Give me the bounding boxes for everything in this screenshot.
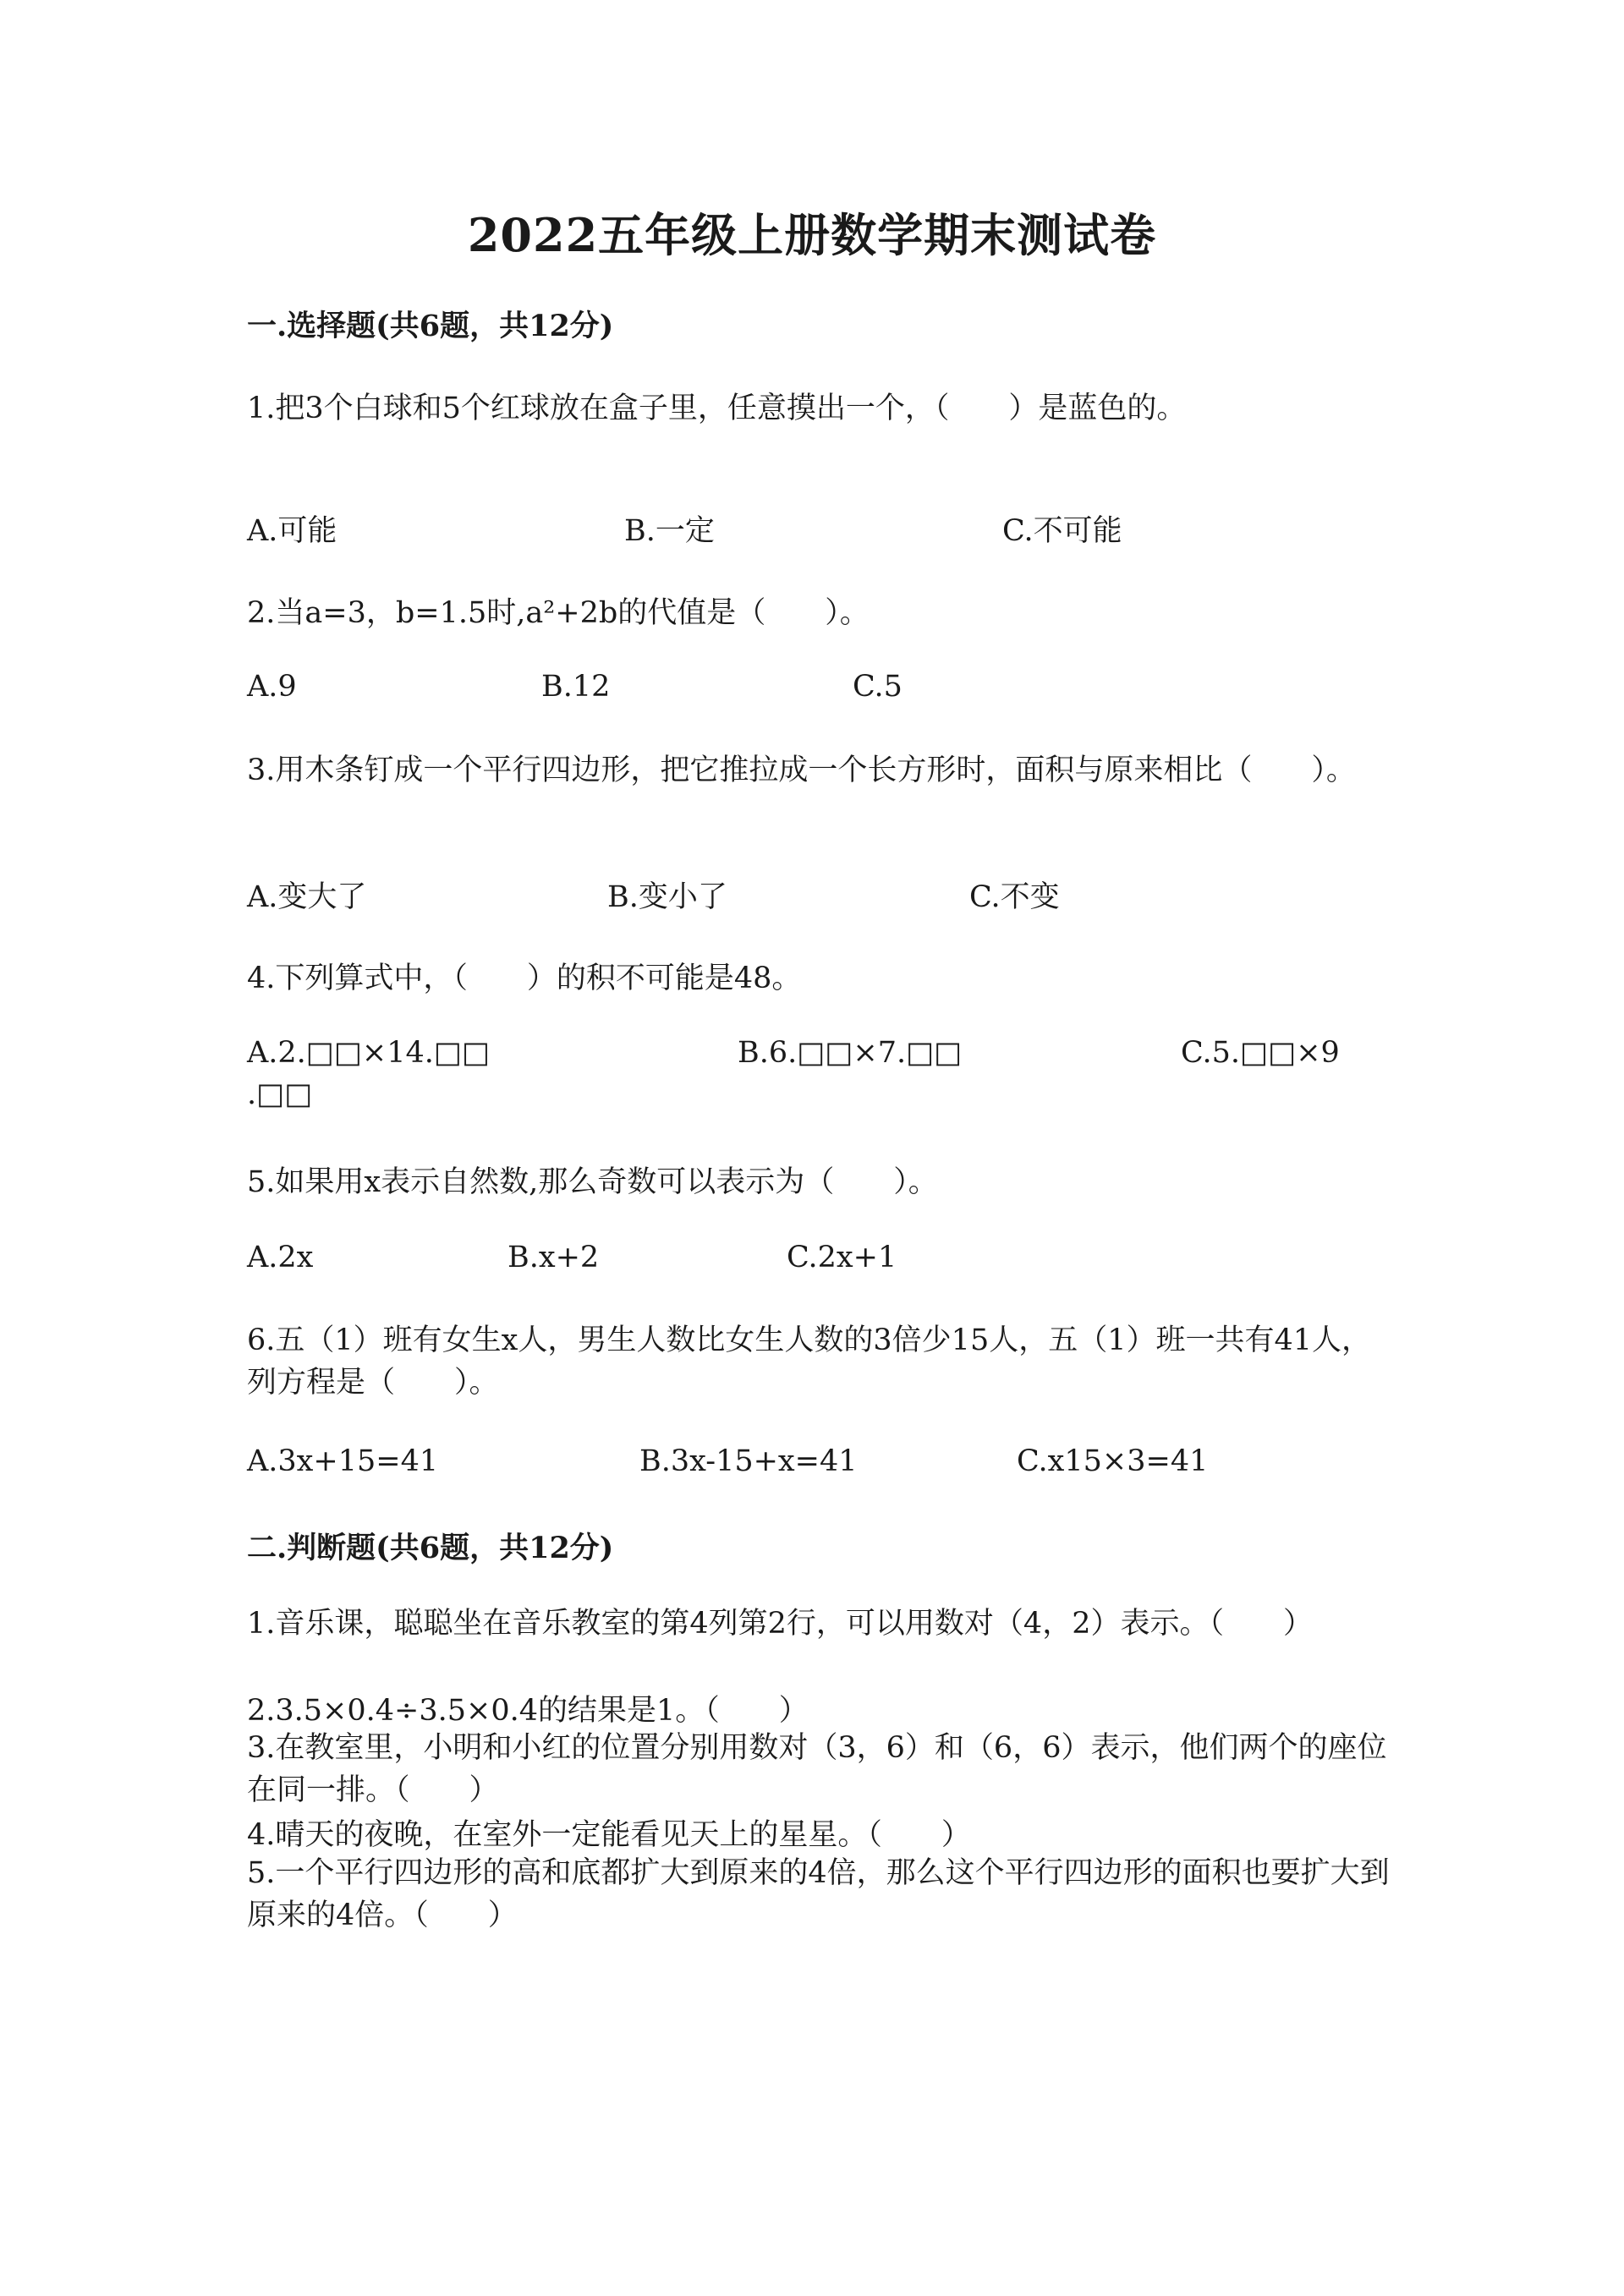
section-heading-judgment: 二.判断题(共6题，共12分) [247,1531,614,1565]
question-1-option-c: C.不可能 [1002,514,1122,548]
question-4-option-c-continued: .□□ [247,1077,313,1111]
question-1: 1.把3个白球和5个红球放在盒子里，任意摸出一个，（ ）是蓝色的。 [247,392,1187,425]
question-4-option-b: B.6.□□×7.□□ [738,1036,963,1070]
question-3-option-a: A.变大了 [247,880,367,914]
question-5-option-a: A.2x [247,1241,314,1274]
question-2: 2.当a=3，b=1.5时,a²+2b的代值是（ ）。 [247,596,870,630]
question-2-option-c: C.5 [853,670,903,704]
question-3: 3.用木条钉成一个平行四边形，把它推拉成一个长方形时，面积与原来相比（ ）。 [247,753,1356,787]
judgment-item-3: 3.在教室里，小明和小红的位置分别用数对（3，6）和（6，6）表示，他们两个的座位在同一排。（ ） [247,1731,1387,1807]
question-6: 6.五（1）班有女生x人，男生人数比女生人数的3倍少15人，五（1）班一共有41人，列方程是（ ）。 [247,1323,1372,1400]
question-2-option-b: B.12 [541,670,611,704]
question-1-option-b: B.一定 [624,514,715,548]
question-5-option-b: B.x+2 [508,1241,600,1274]
question-1-option-a: A.可能 [247,514,337,548]
page-title: 2022五年级上册数学期末测试卷 [467,208,1157,262]
judgment-item-2: 2.3.5×0.4÷3.5×0.4的结果是1。（ ） [247,1694,809,1728]
question-4: 4.下列算式中，（ ）的积不可能是48。 [247,962,802,995]
judgment-item-1: 1.音乐课，聪聪坐在音乐教室的第4列第2行，可以用数对（4，2）表示。（ ） [247,1607,1313,1641]
section-heading-choice: 一.选择题(共6题，共12分) [247,309,614,343]
judgment-item-5: 5.一个平行四边形的高和底都扩大到原来的4倍，那么这个平行四边形的面积也要扩大到原来的4倍。（ ） [247,1856,1390,1932]
question-6-option-b: B.3x-15+x=41 [639,1444,858,1478]
question-3-option-c: C.不变 [969,880,1060,914]
question-2-option-a: A.9 [247,670,297,704]
question-3-option-b: B.变小了 [607,880,727,914]
question-6-option-a: A.3x+15=41 [247,1444,439,1478]
judgment-item-4: 4.晴天的夜晚，在室外一定能看见天上的星星。（ ） [247,1818,971,1852]
question-6-option-c: C.x15×3=41 [1017,1444,1209,1478]
question-5: 5.如果用x表示自然数,那么奇数可以表示为（ ）。 [247,1165,938,1199]
question-4-option-a: A.2.□□×14.□□ [247,1036,491,1070]
question-5-option-c: C.2x+1 [787,1241,897,1274]
question-4-option-c: C.5.□□×9 [1181,1036,1340,1070]
